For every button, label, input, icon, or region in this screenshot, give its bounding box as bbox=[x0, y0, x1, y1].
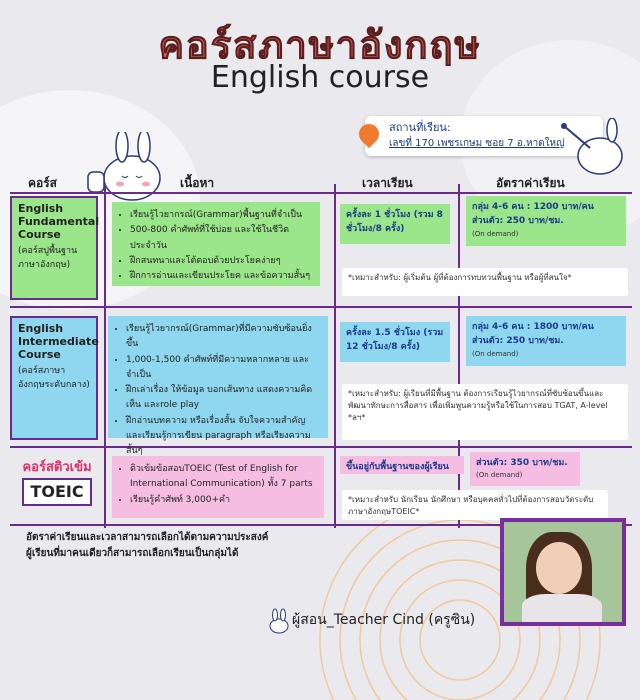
header-content: เนื้อหา bbox=[180, 176, 215, 190]
location-address: เลขที่ 170 เพชรเกษม ซอย 7 อ.หาดใหญ่ bbox=[389, 138, 565, 149]
teacher-photo-body bbox=[522, 594, 602, 626]
course-subtitle: TOEIC bbox=[22, 478, 91, 506]
price-private: ส่วนตัว: 250 บาท/ชม. bbox=[472, 216, 564, 227]
page-title-english: English course bbox=[210, 60, 430, 95]
price-tag: (On demand) bbox=[476, 471, 523, 480]
course-note-fundamental: *เหมาะสำหรับ: ผู้เริ่มต้น ผู้ที่ต้องการทบทวนพื้นฐาน หรือผู้ที่สนใจ* bbox=[342, 268, 628, 296]
course-time-fundamental: ครั้งละ 1 ชั่วโมง (รวม 8 ชั่วโมง/8 ครั้ง) bbox=[340, 204, 450, 244]
course-content-intermediate bbox=[108, 316, 328, 457]
price-group: กลุ่ม 4-6 คน : 1800 บาท/คน bbox=[472, 322, 594, 332]
page-title-thai: คอร์สภาษาอังกฤษ bbox=[158, 23, 482, 67]
content-item: • ฝึกสนทนาและโต้ตอบด้วยประโยคง่ายๆ bbox=[130, 254, 312, 269]
content-item: • เรียนรู้ไวยากรณ์(Grammar)ที่มีความซับซ้อนยิ่งขึ้น bbox=[126, 322, 320, 353]
course-note-toeic: *เหมาะสำหรับ นักเรียน นักศึกษา หรือบุคคลทั่วไปที่ต้องการสอบวัดระดับภาษาอังกฤษTOEIC* bbox=[342, 490, 608, 520]
content-item: • ฝึกอ่านบทความ หรือเรื่องสั้น จับใจความสำคัญ และเรียนรู้การเขียน paragraph หรือเรียงความสั้นๆ bbox=[126, 414, 320, 460]
course-time-intermediate: ครั้งละ 1.5 ชั่วโมง (รวม 12 ชั่วโมง/8 ครั้ง) bbox=[340, 322, 450, 362]
course-subtitle: (คอร์สภาษาอังกฤษระดับกลาง) bbox=[18, 366, 90, 390]
content-item: • ฝึกการอ่านและเขียนประโยค และข้อความสั้นๆ bbox=[130, 269, 312, 284]
location-pin-icon bbox=[355, 120, 383, 148]
divider bbox=[334, 184, 336, 528]
content-item: • ติวเข้มข้อสอบTOEIC (Test of English for International Communication) ทั้ง 7 parts bbox=[130, 462, 316, 493]
course-subtitle: (คอร์สปูพื้นฐานภาษาอังกฤษ) bbox=[18, 246, 78, 270]
price-tag: (On demand) bbox=[472, 349, 519, 358]
course-price-toeic bbox=[470, 452, 580, 486]
teacher-name: ผู้สอน_Teacher Cind (ครูซิน) bbox=[292, 612, 476, 628]
course-content-fundamental bbox=[112, 202, 320, 286]
course-title: English Intermediate Course bbox=[18, 322, 99, 361]
course-price-intermediate bbox=[466, 316, 626, 366]
course-note-intermediate: *เหมาะสำหรับ: ผู้เรียนที่มีพื้นฐาน ต้องการเรียนรู้ไวยากรณ์ที่ซับซ้อนขึ้นและพัฒนาทักษะการสื่อสาร เพื่อเพิ่มพูนความรู้หรือใช้ในการสอบ TGAT, A-level *ลฯ* bbox=[342, 384, 628, 440]
bunny-pointer-mascot-icon bbox=[560, 118, 630, 178]
course-name-fundamental bbox=[10, 196, 98, 300]
header-price: อัตราค่าเรียน bbox=[496, 176, 565, 190]
price-tag: (On demand) bbox=[472, 229, 519, 238]
course-price-fundamental bbox=[466, 196, 626, 246]
course-title: คอร์สติวเข้ม bbox=[22, 460, 92, 475]
course-time-toeic: ขึ้นอยู่กับพื้นฐานของผู้เรียน bbox=[340, 456, 464, 474]
divider bbox=[458, 184, 460, 528]
location-label: สถานที่เรียน: bbox=[389, 121, 451, 134]
course-name-toeic bbox=[10, 458, 104, 518]
divider bbox=[104, 184, 106, 528]
teacher-photo bbox=[500, 518, 626, 626]
content-item: • ฝึกเล่าเรื่อง ให้ข้อมูล บอกเส้นทาง แสดงความคิดเห็น และrole play bbox=[126, 383, 320, 414]
price-group: กลุ่ม 4-6 คน : 1200 บาท/คน bbox=[472, 202, 594, 212]
bunny-small-icon bbox=[268, 608, 290, 634]
course-name-intermediate bbox=[10, 316, 98, 440]
content-item: • เรียนรู้ไวยากรณ์(Grammar)พื้นฐานที่จำเป็น bbox=[130, 208, 312, 223]
content-item: • 1,000-1,500 คำศัพท์ที่มีความหลากหลาย และจำเป็น bbox=[126, 353, 320, 384]
price-private: ส่วนตัว: 350 บาท/ชม. bbox=[476, 458, 568, 468]
footer-note: ผู้เรียนที่มาคนเดียวก็สามารถเลือกเรียนเป็นกลุ่มได้ bbox=[26, 548, 239, 559]
course-content-toeic bbox=[112, 456, 324, 518]
content-item: • 500-800 คำศัพท์ที่ใช้บ่อย และใช้ในชีวิตประจำวัน bbox=[130, 223, 312, 254]
teacher-photo-face bbox=[536, 542, 582, 594]
header-course: คอร์ส bbox=[28, 176, 58, 190]
course-title: English Fundamental Course bbox=[18, 202, 100, 241]
price-private: ส่วนตัว: 250 บาท/ชม. bbox=[472, 336, 564, 347]
footer-note: อัตราค่าเรียนและเวลาสามารถเลือกได้ตามความประสงค์ bbox=[26, 532, 269, 543]
content-item: • เรียนรู้คำศัพท์ 3,000+คำ bbox=[130, 493, 316, 508]
header-time: เวลาเรียน bbox=[362, 176, 413, 190]
